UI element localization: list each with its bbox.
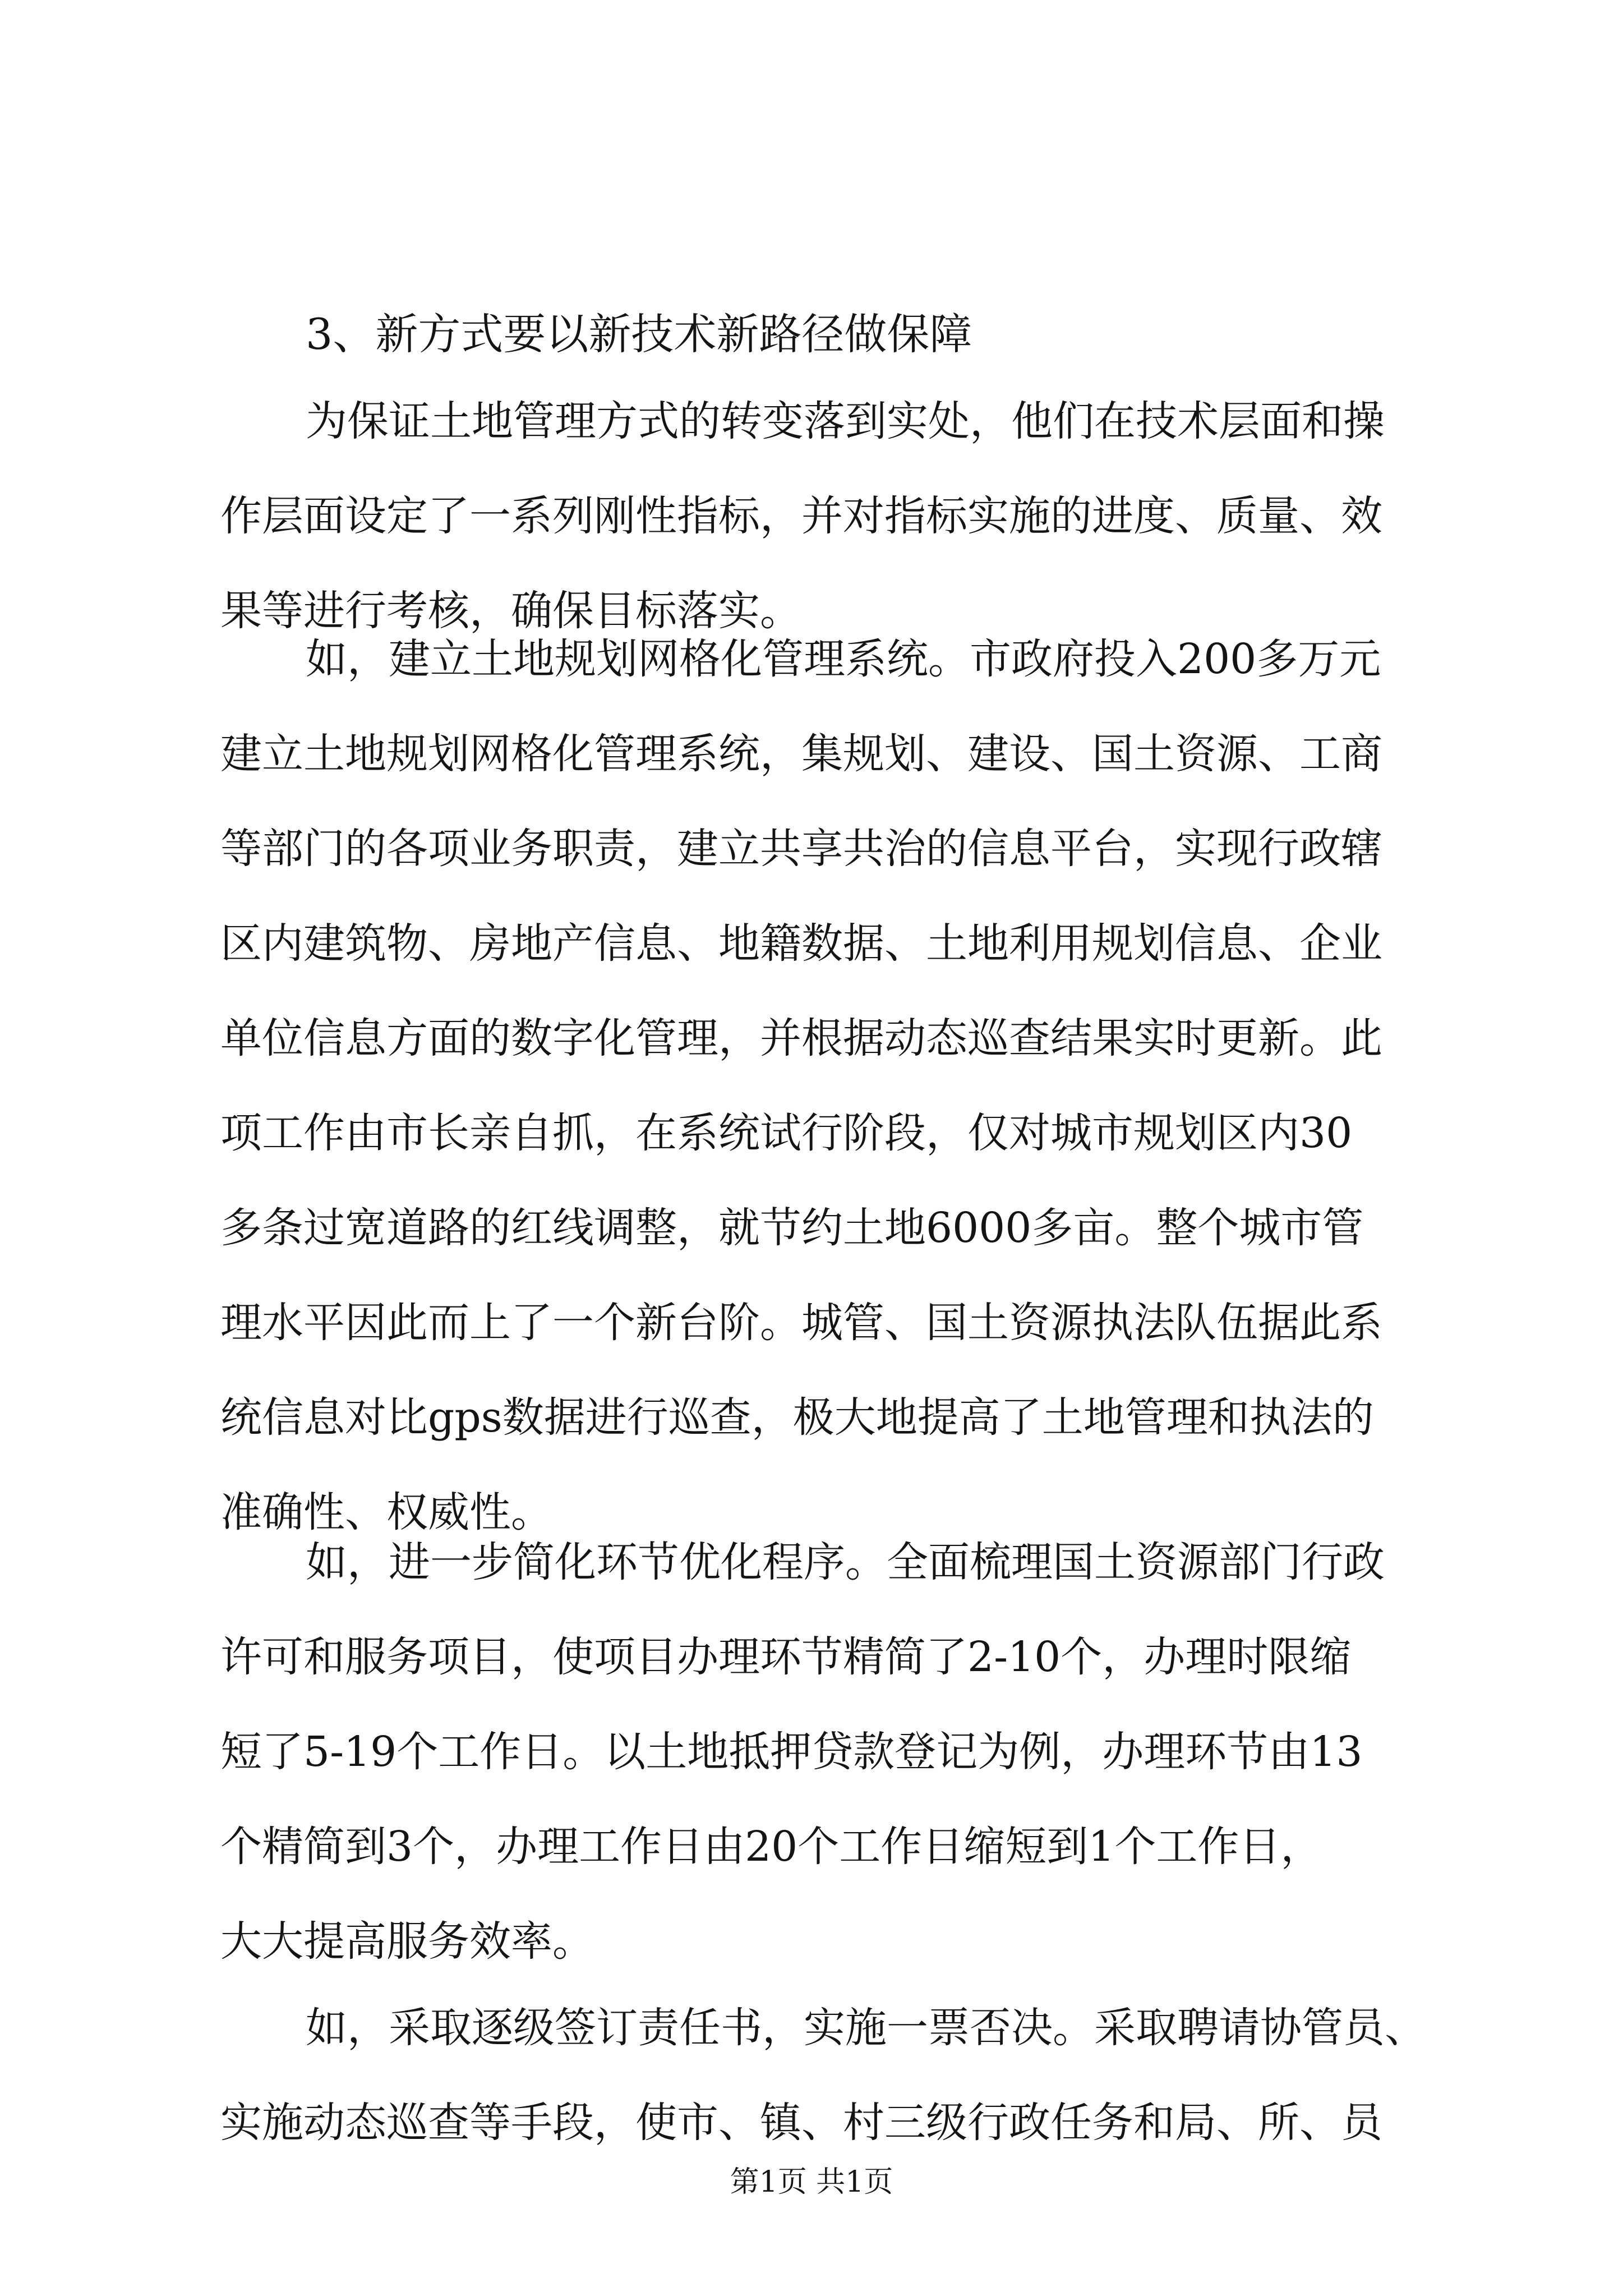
paragraph-4 — [220, 1997, 1427, 2187]
paragraph-line: 多条过宽道路的红线调整，就节约土地6000多亩。整个城市管 — [220, 1204, 1364, 1252]
paragraph-line: 果等进行考核，确保目标落实。 — [220, 587, 801, 635]
paragraph-line: 统信息对比gps数据进行巡查，极大地提高了土地管理和执法的 — [220, 1393, 1374, 1442]
paragraph-3 — [220, 1531, 1427, 2005]
page-footer: 第1页 共1页 — [730, 2165, 893, 2199]
paragraph-line: 等部门的各项业务职责，建立共享共治的信息平台，实现行政辖 — [220, 825, 1382, 873]
paragraph-line: 如，进一步简化环节优化程序。全面梳理国土资源部门行政 — [306, 1538, 1385, 1586]
paragraph-line: 如，建立土地规划网格化管理系统。市政府投入200多万元 — [306, 635, 1381, 683]
section-heading: 3、新方式要以新技术新路径做保障 — [306, 309, 972, 359]
paragraph-line: 单位信息方面的数字化管理，并根据动态巡查结果实时更新。此 — [220, 1014, 1382, 1062]
paragraph-line: 为保证土地管理方式的转变落到实处，他们在技术层面和操 — [306, 397, 1385, 445]
paragraph-line: 建立土地规划网格化管理系统，集规划、建设、国土资源、工商 — [220, 730, 1382, 778]
paragraph-line: 如，采取逐级签订责任书，实施一票否决。采取聘请协管员、 — [306, 2004, 1426, 2052]
paragraph-line: 短了5-19个工作日。以土地抵押贷款登记为例，办理环节由13 — [220, 1728, 1363, 1776]
paragraph-line: 作层面设定了一系列刚性指标，并对指标实施的进度、质量、效 — [220, 492, 1382, 540]
paragraph-line: 个精简到3个，办理工作日由20个工作日缩短到1个工作日， — [220, 1823, 1322, 1871]
paragraph-line: 许可和服务项目，使项目办理环节精简了2-10个，办理时限缩 — [220, 1633, 1352, 1681]
paragraph-line: 项工作由市长亲自抓，在系统试行阶段，仅对城市规划区内30 — [220, 1109, 1353, 1157]
paragraph-line: 准确性、权威性。 — [220, 1488, 552, 1536]
paragraph-line: 理水平因此而上了一个新台阶。城管、国土资源执法队伍据此系 — [220, 1299, 1382, 1347]
paragraph-line: 实施动态巡查等手段，使市、镇、村三级行政任务和局、所、员 — [220, 2099, 1382, 2147]
paragraph-2 — [220, 628, 1427, 1576]
paragraph-line: 区内建筑物、房地产信息、地籍数据、土地利用规划信息、企业 — [220, 919, 1382, 968]
paragraph-line: 大大提高服务效率。 — [220, 1917, 594, 1966]
